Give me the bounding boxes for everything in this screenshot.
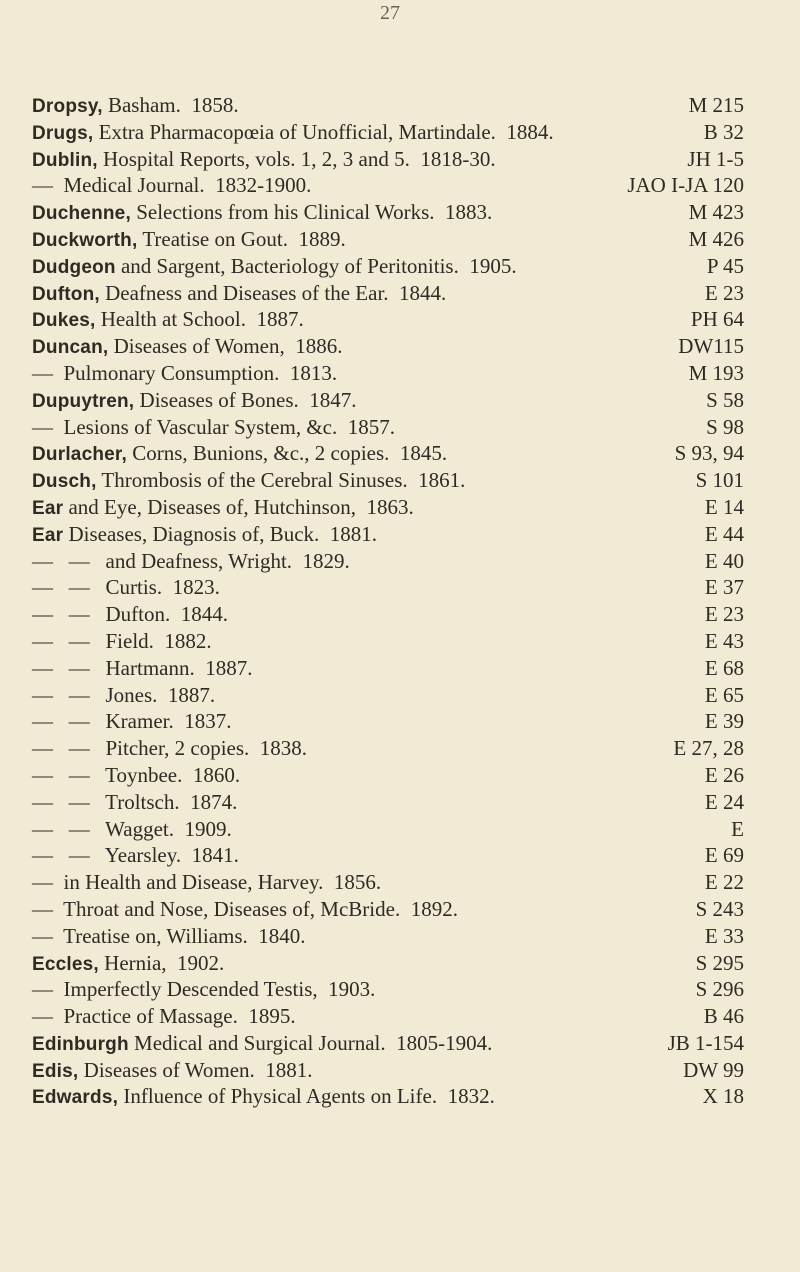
- entry-text: [32, 896, 458, 923]
- index-entry: [32, 92, 744, 119]
- entry-title: — — Pitcher, 2 copies. 1838.: [32, 736, 308, 761]
- shelf-mark: E 65: [704, 682, 744, 707]
- entry-title: — — Dufton. 1844.: [32, 602, 228, 627]
- index-entry: [32, 896, 744, 923]
- index-entry: [32, 869, 744, 896]
- entry-title: — — Jones. 1887.: [32, 682, 216, 707]
- shelf-mark: JB 1-154: [667, 1030, 744, 1055]
- shelf-mark: PH 64: [690, 307, 744, 332]
- shelf-mark: E 22: [704, 870, 744, 895]
- entry-title: Selections from his Clinical Works. 1883.: [130, 200, 493, 225]
- shelf-mark: P 45: [706, 253, 744, 278]
- shelf-mark: S 101: [695, 468, 744, 493]
- entry-title: — Imperfectly Descended Testis, 1903.: [32, 977, 376, 1002]
- entry-title: Deafness and Diseases of the Ear. 1844.: [99, 280, 447, 305]
- entry-heading: Eccles,: [32, 953, 99, 975]
- entry-text: [32, 923, 306, 950]
- index-entry: [32, 548, 744, 575]
- index-entry: [32, 333, 744, 360]
- entry-title: — — Hartmann. 1887.: [32, 655, 253, 680]
- shelf-mark: E 23: [704, 280, 744, 305]
- entry-title: Diseases of Women. 1881.: [78, 1057, 313, 1082]
- entry-text: [32, 708, 231, 735]
- index-entry: [32, 199, 744, 226]
- entry-heading: Edis,: [32, 1060, 79, 1082]
- index-entry: [32, 226, 744, 253]
- shelf-mark: S 243: [695, 896, 744, 921]
- entry-heading: Dufton,: [32, 283, 100, 305]
- index-entry: [32, 306, 744, 333]
- shelf-mark: E 37: [704, 575, 744, 600]
- entry-text: [32, 199, 492, 228]
- entry-title: — — Kramer. 1837.: [32, 709, 232, 734]
- entry-title: Medical and Surgical Journal. 1805-1904.: [128, 1030, 493, 1055]
- entry-text: [32, 280, 446, 309]
- index-entry: [32, 172, 744, 199]
- entry-heading: Durlacher,: [32, 444, 127, 466]
- index-entry: [32, 119, 744, 146]
- shelf-mark: B 46: [703, 1004, 744, 1029]
- shelf-mark: E 69: [704, 843, 744, 868]
- index-entry: [32, 708, 744, 735]
- index-entry: [32, 146, 744, 173]
- shelf-mark: M 215: [688, 93, 744, 117]
- index-entry: [32, 440, 744, 467]
- index-entry: [32, 682, 744, 709]
- entry-title: Extra Pharmacopœia of Unofficial, Martindale. 1884.: [93, 119, 554, 144]
- entry-title: Diseases of Bones. 1847.: [134, 387, 357, 412]
- entry-heading: Ear: [32, 524, 64, 546]
- entry-text: [32, 253, 517, 282]
- entry-text: [32, 628, 212, 655]
- entry-text: [32, 789, 237, 816]
- entry-title: — — Field. 1882.: [32, 628, 212, 653]
- entry-text: [32, 414, 395, 441]
- shelf-mark: DW 99: [683, 1057, 744, 1082]
- entry-title: Diseases of Women, 1886.: [108, 334, 343, 359]
- index-entry: [32, 1083, 744, 1110]
- index-entry: [32, 735, 744, 762]
- entry-title: — — Troltsch. 1874.: [32, 789, 238, 814]
- index-entry: [32, 494, 744, 521]
- entry-text: [32, 976, 375, 1003]
- shelf-mark: E 44: [704, 521, 744, 546]
- entry-text: [32, 226, 346, 255]
- index-entries: [32, 92, 744, 1110]
- entry-title: — in Health and Disease, Harvey. 1856.: [32, 870, 382, 895]
- index-entry: [32, 414, 744, 441]
- entry-text: [32, 146, 496, 175]
- entry-title: — Throat and Nose, Diseases of, McBride. 1892.: [32, 896, 458, 921]
- index-entry: [32, 950, 744, 977]
- entry-text: [32, 521, 377, 550]
- entry-title: — Lesions of Vascular System, &c. 1857.: [32, 414, 395, 439]
- shelf-mark: E 26: [704, 762, 744, 787]
- shelf-mark: E: [731, 816, 744, 841]
- entry-text: [32, 655, 252, 682]
- entry-title: Influence of Physical Agents on Life. 1832.: [118, 1084, 495, 1109]
- entry-text: [32, 440, 447, 469]
- shelf-mark: M 423: [688, 200, 744, 225]
- index-entry: [32, 762, 744, 789]
- entry-heading: Drugs,: [32, 122, 94, 144]
- index-entry: [32, 467, 744, 494]
- index-entry: [32, 1057, 744, 1084]
- entry-title: Thrombosis of the Cerebral Sinuses. 1861.: [96, 468, 466, 493]
- entry-heading: Edwards,: [32, 1087, 119, 1109]
- entry-text: [32, 172, 311, 199]
- shelf-mark: S 295: [695, 950, 744, 975]
- index-entry: [32, 1003, 744, 1030]
- entry-text: [32, 842, 239, 869]
- shelf-mark: M 193: [688, 360, 744, 385]
- entry-text: [32, 306, 304, 335]
- index-entry: [32, 574, 744, 601]
- entry-heading: Duncan,: [32, 337, 109, 359]
- entry-title: and Eye, Diseases of, Hutchinson, 1863.: [63, 494, 414, 519]
- entry-text: [32, 1057, 313, 1086]
- entry-title: — Treatise on, Williams. 1840.: [32, 923, 306, 948]
- entry-text: [32, 92, 239, 121]
- entry-text: [32, 816, 232, 843]
- entry-heading: Dropsy,: [32, 96, 103, 117]
- shelf-mark: JH 1-5: [687, 146, 744, 171]
- shelf-mark: E 27, 28: [673, 736, 744, 761]
- shelf-mark: E 14: [704, 494, 744, 519]
- shelf-mark: JAO I-JA 120: [627, 173, 744, 198]
- page-number: 27: [380, 2, 400, 24]
- entry-heading: Dusch,: [32, 471, 97, 493]
- entry-title: Treatise on Gout. 1889.: [137, 226, 346, 251]
- entry-text: [32, 601, 228, 628]
- entry-title: — — Wagget. 1909.: [32, 816, 232, 841]
- entry-title: — Pulmonary Consumption. 1813.: [32, 360, 338, 385]
- shelf-mark: E 33: [704, 923, 744, 948]
- index-entry: [32, 976, 744, 1003]
- entry-text: [32, 869, 381, 896]
- shelf-mark: S 93, 94: [674, 441, 744, 466]
- entry-title: Health at School. 1887.: [95, 307, 304, 332]
- entry-title: — — Toynbee. 1860.: [32, 762, 241, 787]
- entry-title: — Medical Journal. 1832-1900.: [32, 173, 312, 198]
- entry-heading: Dupuytren,: [32, 390, 135, 412]
- shelf-mark: E 43: [704, 628, 744, 653]
- index-entry: [32, 280, 744, 307]
- shelf-mark: E 68: [704, 655, 744, 680]
- entry-title: Diseases, Diagnosis of, Buck. 1881.: [63, 521, 378, 546]
- index-entry: [32, 628, 744, 655]
- entry-heading: Duckworth,: [32, 229, 138, 251]
- entry-title: — — and Deafness, Wright. 1829.: [32, 548, 350, 573]
- entry-text: [32, 682, 215, 709]
- shelf-mark: S 98: [706, 414, 744, 439]
- entry-text: [32, 1003, 296, 1030]
- shelf-mark: E 40: [704, 548, 744, 573]
- entry-title: — — Yearsley. 1841.: [32, 843, 239, 868]
- entry-title: — — Curtis. 1823.: [32, 575, 220, 600]
- index-entry: [32, 360, 744, 387]
- shelf-mark: E 39: [704, 709, 744, 734]
- entry-text: [32, 360, 337, 387]
- shelf-mark: M 426: [688, 226, 744, 251]
- entry-title: Corns, Bunions, &c., 2 copies. 1845.: [126, 441, 448, 466]
- entry-text: [32, 735, 307, 762]
- shelf-mark: DW115: [678, 334, 744, 359]
- entry-text: [32, 950, 224, 979]
- entry-heading: Dukes,: [32, 310, 96, 332]
- entry-heading: Dublin,: [32, 149, 98, 171]
- index-entry: [32, 601, 744, 628]
- index-entry: [32, 253, 744, 280]
- shelf-mark: X 18: [702, 1084, 744, 1109]
- index-entry: [32, 521, 744, 548]
- entry-title: and Sargent, Bacteriology of Peritonitis. 1905.: [115, 253, 517, 278]
- entry-title: Hernia, 1902.: [98, 950, 225, 975]
- entry-title: — Practice of Massage. 1895.: [32, 1004, 296, 1029]
- entry-text: [32, 119, 554, 148]
- entry-text: [32, 494, 414, 523]
- entry-heading: Dudgeon: [32, 256, 116, 278]
- entry-text: [32, 574, 220, 601]
- index-entry: [32, 816, 744, 843]
- entry-text: [32, 762, 240, 789]
- index-entry: [32, 1030, 744, 1057]
- entry-heading: Ear: [32, 497, 64, 519]
- entry-title: Basham. 1858.: [102, 93, 239, 117]
- entry-title: Hospital Reports, vols. 1, 2, 3 and 5. 1818-30.: [97, 146, 496, 171]
- entry-text: [32, 548, 350, 575]
- index-entry: [32, 842, 744, 869]
- entry-text: [32, 1030, 492, 1059]
- index-entry: [32, 387, 744, 414]
- shelf-mark: S 296: [695, 977, 744, 1002]
- shelf-mark: E 23: [704, 602, 744, 627]
- index-entry: [32, 923, 744, 950]
- index-entry: [32, 655, 744, 682]
- shelf-mark: S 58: [706, 387, 744, 412]
- entry-text: [32, 333, 343, 362]
- entry-heading: Edinburgh: [32, 1033, 129, 1055]
- entry-text: [32, 467, 465, 496]
- index-entry: [32, 789, 744, 816]
- entry-heading: Duchenne,: [32, 203, 131, 225]
- shelf-mark: B 32: [703, 119, 744, 144]
- entry-text: [32, 1083, 495, 1112]
- entry-text: [32, 387, 357, 416]
- shelf-mark: E 24: [704, 789, 744, 814]
